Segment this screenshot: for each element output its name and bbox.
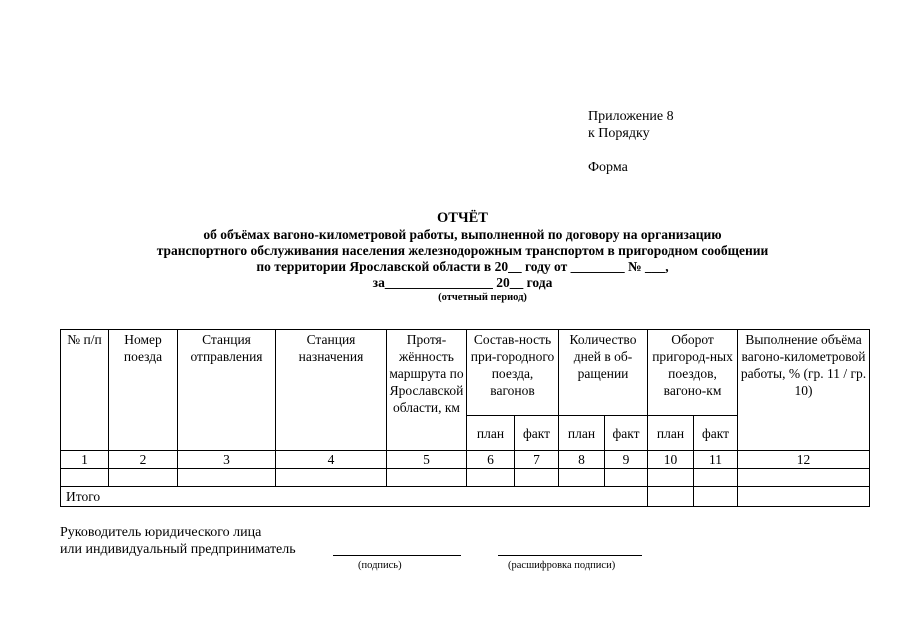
report-table [60, 329, 870, 507]
column-number: 11 [694, 451, 738, 469]
appendix-block [588, 108, 674, 176]
table-cell [387, 469, 467, 487]
table-cell [515, 469, 559, 487]
appendix-reference: к Порядку [588, 126, 650, 141]
header-departure-station: Станция отправления [178, 330, 276, 451]
subheader-fact: факт [515, 416, 559, 451]
column-number: 12 [738, 451, 870, 469]
report-title-block [60, 209, 865, 304]
appendix-number: Приложение 8 [588, 109, 674, 124]
column-number: 2 [109, 451, 178, 469]
column-number: 4 [276, 451, 387, 469]
table-cell [559, 469, 605, 487]
total-cell [648, 487, 694, 507]
column-number-row [61, 451, 870, 469]
table-cell [276, 469, 387, 487]
table-cell [109, 469, 178, 487]
signature-caption: (подпись) [358, 560, 402, 571]
column-number: 10 [648, 451, 694, 469]
table-cell [738, 469, 870, 487]
header-car-km-turnover: Оборот пригород-ных поездов, вагоно-км [648, 330, 738, 416]
header-number: № п/п [61, 330, 109, 451]
signature-block [60, 524, 296, 558]
column-number: 7 [515, 451, 559, 469]
table-cell [648, 469, 694, 487]
header-route-length: Протя-жённость маршрута по Ярославской области, км [387, 330, 467, 451]
table-cell [605, 469, 648, 487]
table-cell [178, 469, 276, 487]
header-train-number: Номер поезда [109, 330, 178, 451]
total-cell [694, 487, 738, 507]
column-number: 1 [61, 451, 109, 469]
header-fulfillment-percent: Выполнение объёма вагоно-километровой работы, % (гр. 11 / гр. 10) [738, 330, 870, 451]
column-number: 5 [387, 451, 467, 469]
table-row [61, 469, 870, 487]
table-cell [694, 469, 738, 487]
column-number: 3 [178, 451, 276, 469]
total-cell [738, 487, 870, 507]
total-row [61, 487, 870, 507]
signature-decoding-line [498, 555, 642, 556]
signatory-title-line-2: или индивидуальный предприниматель [60, 542, 296, 557]
header-days-in-service: Количество дней в об-ращении [559, 330, 648, 416]
report-subtitle-line-3: по территории Ярославской области в 20__ году от ________ № ___, [256, 259, 669, 274]
subheader-fact: факт [694, 416, 738, 451]
header-train-composition: Состав-ность при-городного поезда, вагонов [467, 330, 559, 416]
subheader-fact: факт [605, 416, 648, 451]
table-cell [61, 469, 109, 487]
report-period-line: за________________ 20__ года [372, 275, 553, 290]
table-header-row [61, 330, 870, 416]
signatory-title-line-1: Руководитель юридического лица [60, 525, 262, 540]
report-title: ОТЧЁТ [437, 210, 488, 226]
signature-decoding-caption: (расшифровка подписи) [508, 560, 616, 571]
report-period-note: (отчетный период) [438, 292, 527, 303]
report-subtitle-line-1: об объёмах вагоно-километровой работы, выполненной по договору на организацию [203, 227, 722, 242]
column-number: 9 [605, 451, 648, 469]
column-number: 8 [559, 451, 605, 469]
subheader-plan: план [648, 416, 694, 451]
column-number: 6 [467, 451, 515, 469]
subheader-plan: план [559, 416, 605, 451]
table-cell [467, 469, 515, 487]
header-destination-station: Станция назначения [276, 330, 387, 451]
form-label: Форма [588, 160, 628, 175]
subheader-plan: план [467, 416, 515, 451]
signature-line [333, 555, 461, 556]
report-subtitle-line-2: транспортного обслуживания населения железнодорожным транспортом в пригородном сообщении [156, 243, 769, 258]
total-label: Итого [61, 487, 648, 507]
